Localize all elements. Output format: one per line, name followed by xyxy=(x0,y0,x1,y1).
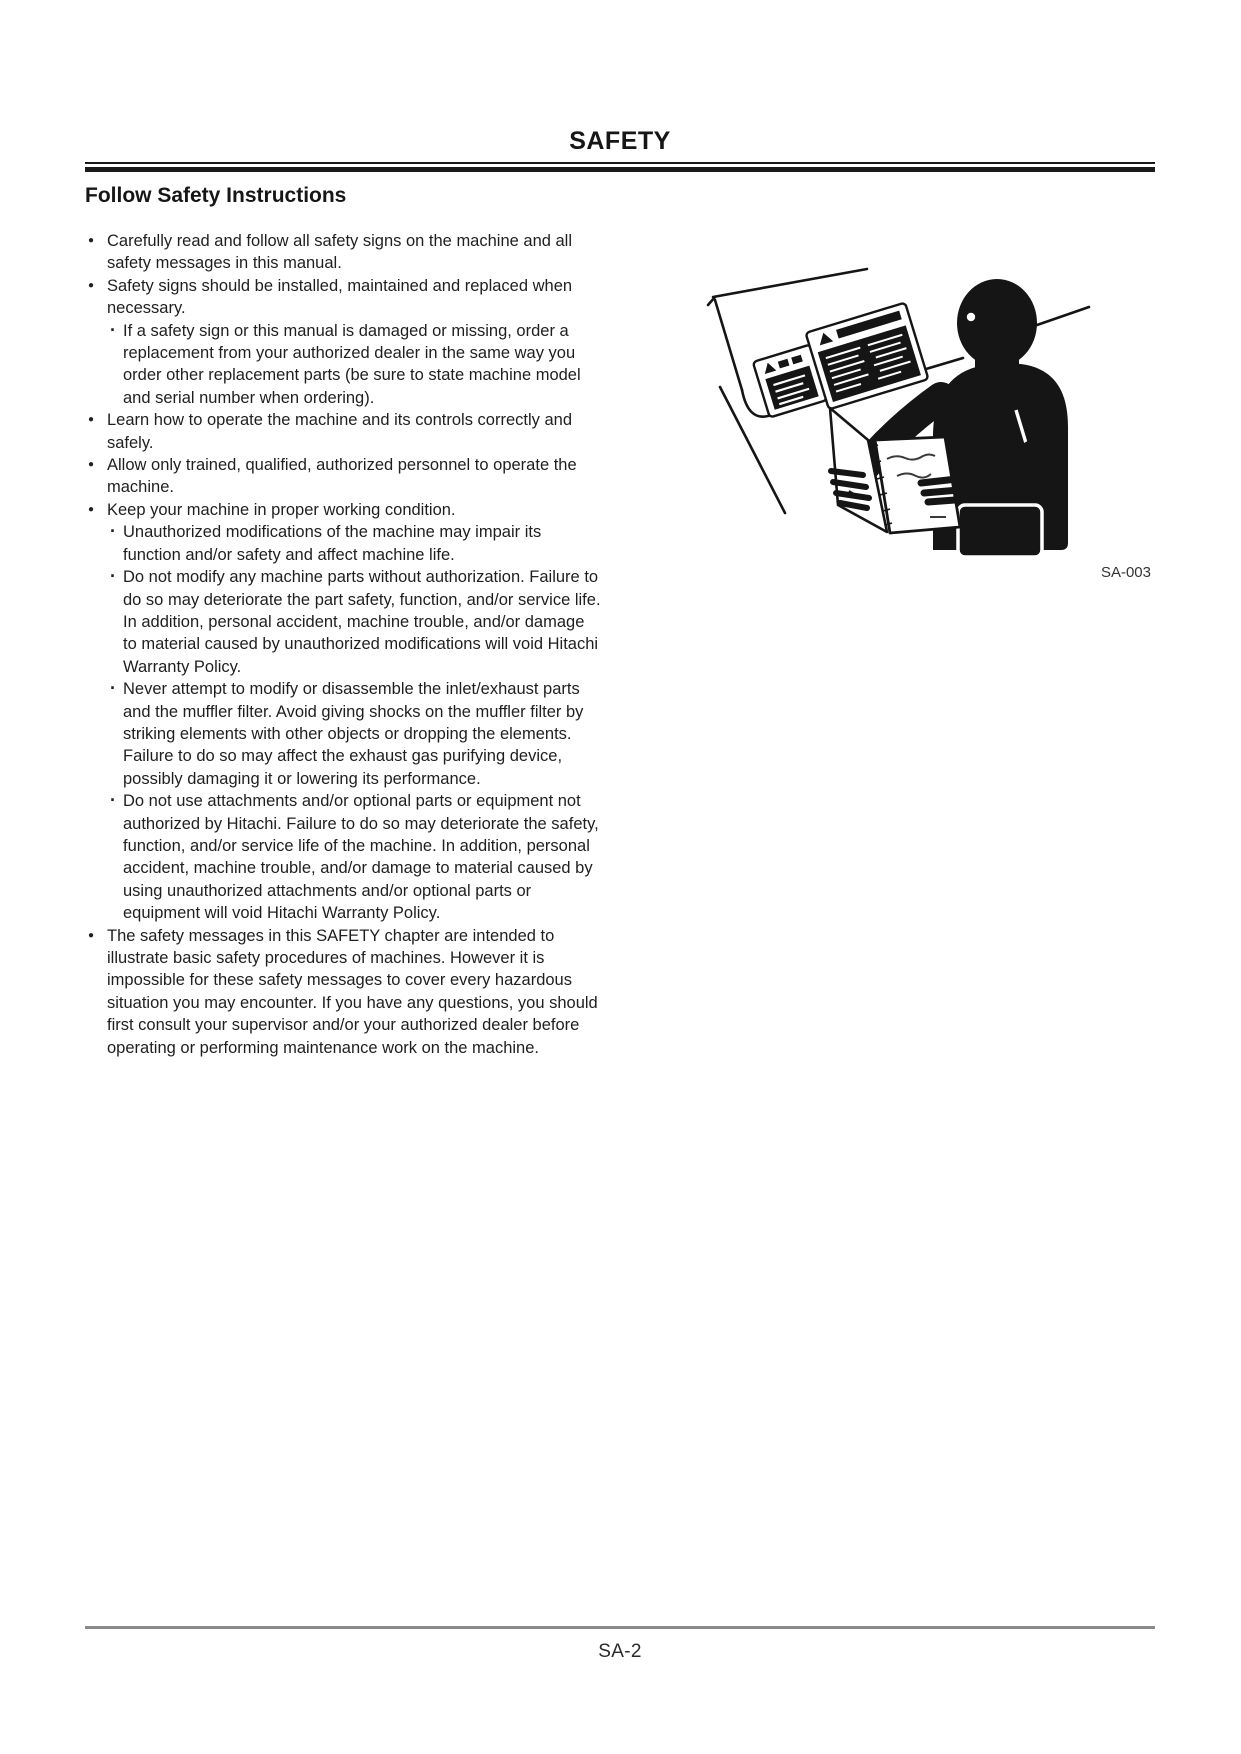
list-item-text: Safety signs should be installed, maintained and replaced when necessary. xyxy=(107,276,573,318)
list-item-text: Do not modify any machine parts without authorization. Failure to do so may deteriorate the part safety, function, and/or service life. In addition, personal accident, machine trouble, and/or damage to material caused by unauthorized modifications will void Hitachi Warranty Policy. xyxy=(123,568,601,676)
list-item-text: Unauthorized modifications of the machine may impair its function and/or safety and affect machine life. xyxy=(123,523,542,564)
sub-bullet-icon: · xyxy=(110,790,116,811)
sub-bullet-icon: · xyxy=(110,319,116,340)
bullet-icon: ● xyxy=(88,414,95,426)
sub-bullet-icon: · xyxy=(110,566,116,587)
header-rule-thick xyxy=(85,167,1155,172)
list-item xyxy=(85,320,602,410)
list-item-text: Keep your machine in proper working condition. xyxy=(107,500,456,519)
list-item xyxy=(85,678,602,790)
safety-instructions-list xyxy=(85,230,602,1059)
chapter-title: SAFETY xyxy=(569,127,671,155)
eye-dot xyxy=(967,313,975,321)
list-item xyxy=(85,409,602,454)
header-rule-thin xyxy=(85,162,1155,164)
list-item xyxy=(85,566,602,678)
list-item xyxy=(85,499,602,521)
person-lower-body xyxy=(958,505,1042,557)
list-item-text: Carefully read and follow all safety signs on the machine and all safety messages in this manual. xyxy=(107,232,573,273)
reading-manual-illustration xyxy=(635,245,1155,560)
list-item xyxy=(85,454,602,499)
list-item-text: Allow only trained, qualified, authorized personnel to operate the machine. xyxy=(107,456,577,497)
list-item-text: If a safety sign or this manual is damaged or missing, order a replacement from your authorized dealer in the same way you order other replacement parts (be sure to state machine model and serial number when ordering). xyxy=(123,321,581,407)
list-item xyxy=(85,275,602,320)
figure-reading-manual xyxy=(635,245,1155,581)
list-item xyxy=(85,790,602,924)
bullet-icon: ● xyxy=(88,503,95,515)
section-title: Follow Safety Instructions xyxy=(85,184,347,207)
list-item xyxy=(85,521,602,566)
sub-bullet-icon: · xyxy=(110,521,116,542)
list-item xyxy=(85,925,602,1059)
sub-bullet-icon: · xyxy=(110,678,116,699)
page-footer xyxy=(85,1626,1155,1663)
warning-label-large-icon xyxy=(806,303,929,410)
page-header xyxy=(85,0,1155,172)
list-item-text: Never attempt to modify or disassemble the inlet/exhaust parts and the muffler filter. Avoid giving shocks on the muffler filter by striking elements with other objects or dropping the elements. Failure to do so may affect the exhaust gas purifying device, possibly damaging it or lowering its performance. xyxy=(123,680,584,788)
bullet-icon: ● xyxy=(88,929,95,941)
list-item-text: Do not use attachments and/or optional parts or equipment not authorized by Hitachi. Failure to do so may deteriorate the safety, function, and/or service life of the machine. In addition, personal accident, machine trouble, and/or damage to material caused by using unauthorized attachments and/or optional parts or equipment will void Hitachi Warranty Policy. xyxy=(123,792,599,923)
bullet-icon: ● xyxy=(88,235,95,246)
figure-caption: SA-003 xyxy=(1100,564,1151,581)
list-item-text: The safety messages in this SAFETY chapter are intended to illustrate basic safety procedures of machines. However it is impossible for these safety messages to cover every hazardous situation you may encounter. If you have any questions, you should first consult your supervisor and/or your authorized dealer before operating or performing maintenance work on the machine. xyxy=(107,926,598,1057)
bullet-icon: ● xyxy=(88,459,95,471)
bullet-icon: ● xyxy=(88,279,95,291)
list-item xyxy=(85,230,602,275)
page-number: SA-2 xyxy=(598,1641,642,1662)
list-item-text: Learn how to operate the machine and its controls correctly and safely. xyxy=(107,411,573,452)
footer-rule xyxy=(85,1626,1155,1629)
